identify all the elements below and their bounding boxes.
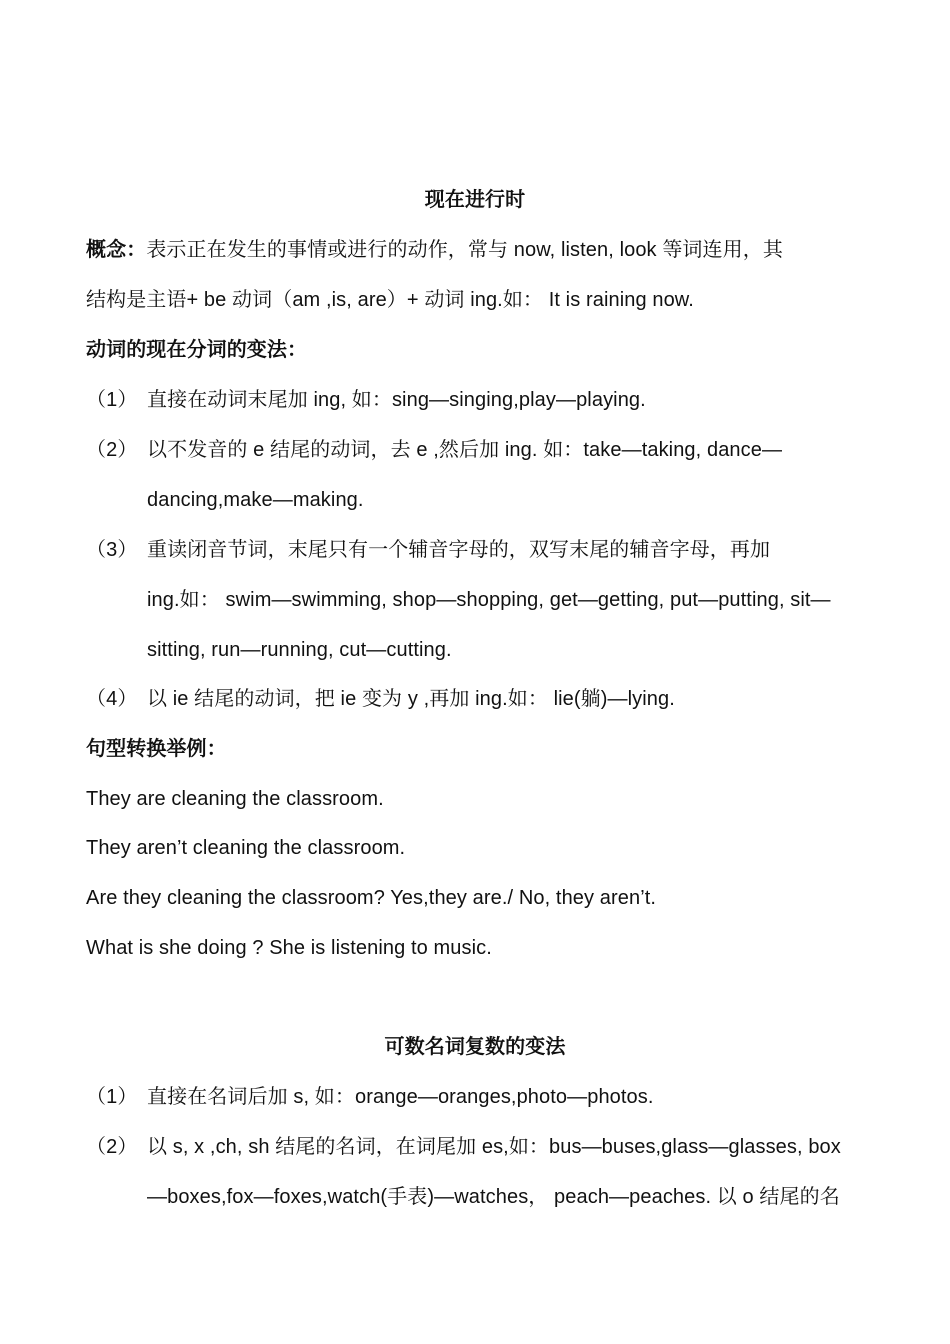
transform-heading: 句型转换举例： [86, 738, 227, 760]
section-title-plural-nouns: 可数名词复数的变法 [384, 1036, 566, 1058]
example-sentence: Are they cleaning the classroom? Yes,they are./ No, they aren’t. [86, 887, 657, 909]
rule-number: （2） [86, 1136, 138, 1158]
rule-number: （2） [86, 439, 138, 461]
example-sentence: They are cleaning the classroom. [86, 788, 384, 810]
rule-text: 直接在动词末尾加 ing, 如：sing—singing,play—playing. [147, 389, 646, 411]
rule-text: 以 s, x ,ch, sh 结尾的名词，在词尾加 es,如：bus—buses,glass—glasses, box [147, 1136, 841, 1158]
rule-text: —boxes,fox—foxes,watch(手表)—watches， peach—peaches. 以 o 结尾的名 [147, 1186, 840, 1208]
rule-text: 重读闭音节词，末尾只有一个辅音字母的，双写末尾的辅音字母，再加 [147, 539, 771, 561]
concept-label: 概念： [86, 239, 147, 261]
rule-number: （1） [86, 389, 138, 411]
rule-text: 以 ie 结尾的动词，把 ie 变为 y ,再加 ing.如： lie(躺)—lying. [147, 688, 675, 710]
concept-text-line-2: 结构是主语+ be 动词（am ,is, are）+ 动词 ing.如： It is raining now. [86, 289, 694, 311]
rule-text: 直接在名词后加 s, 如：orange—oranges,photo—photos. [147, 1086, 654, 1108]
rule-number: （1） [86, 1086, 138, 1108]
rule-number: （4） [86, 688, 138, 710]
concept-text-line-1: 表示正在发生的事情或进行的动作，常与 now, listen, look 等词连用，其 [146, 239, 783, 261]
rule-text: ing.如： swim—swimming, shop—shopping, get—getting, put—putting, sit— [147, 589, 831, 611]
participle-heading: 动词的现在分词的变法： [86, 339, 308, 361]
concept-paragraph-line-1 [86, 237, 783, 263]
rule-number: （3） [86, 539, 138, 561]
rule-text: 以不发音的 e 结尾的动词，去 e ,然后加 ing. 如：take—taking, dance— [147, 439, 783, 461]
rule-text: dancing,make—making. [147, 489, 364, 511]
example-sentence: What is she doing ? She is listening to music. [86, 937, 492, 959]
rule-text: sitting, run—running, cut—cutting. [147, 639, 452, 661]
section-title-present-continuous: 现在进行时 [424, 189, 526, 211]
example-sentence: They aren’t cleaning the classroom. [86, 837, 406, 859]
